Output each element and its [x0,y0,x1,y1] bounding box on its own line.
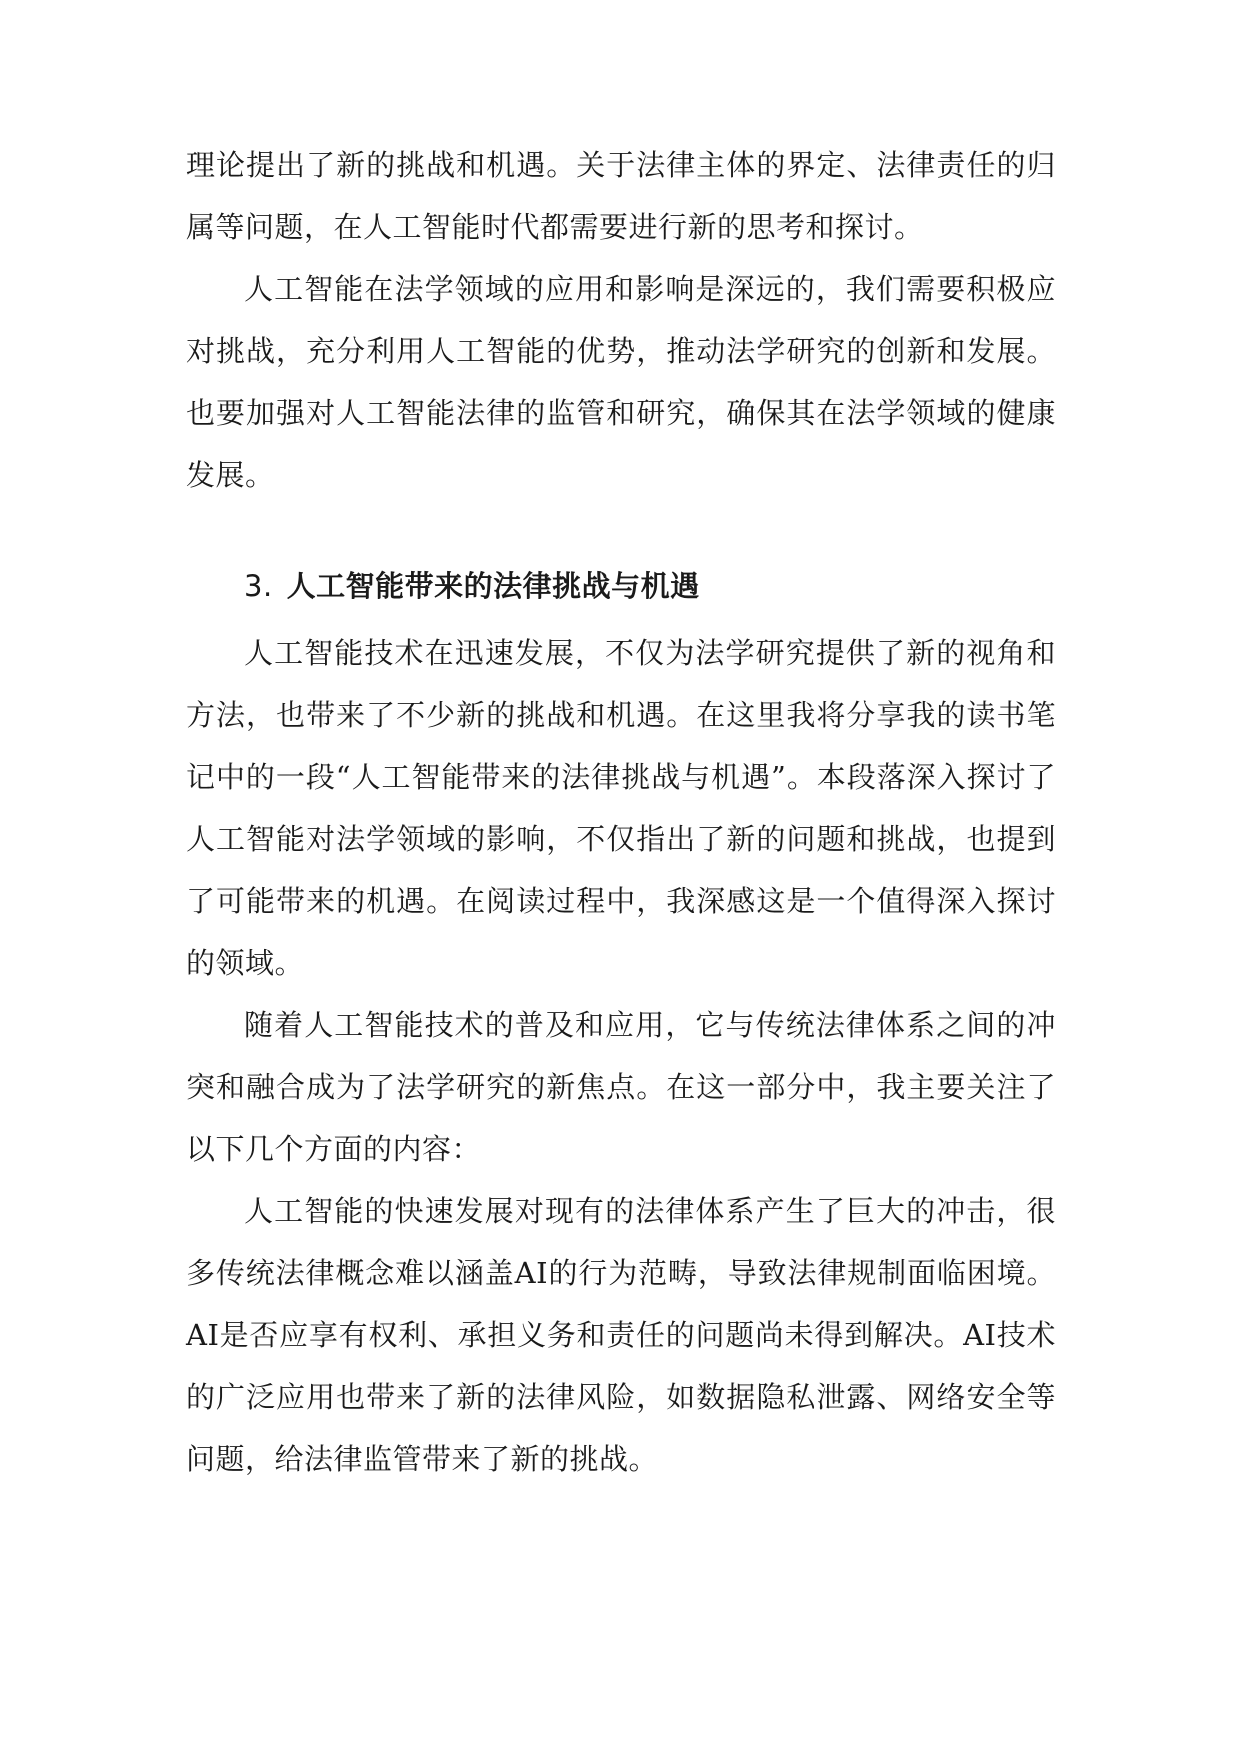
paragraph-impact: 人工智能的快速发展对现有的法律体系产生了巨大的冲击，很多传统法律概念难以涵盖AI的行为范畴，导致法律规制面临困境。AI是否应享有权利、承担义务和责任的问题尚未得到解决。AI技术的广泛应用也带来了新的法律风险，如数据隐私泄露、网络安全等问题，给法律监管带来了新的挑战。 [186,1194,1056,1476]
section-title: 人工智能带来的法律挑战与机遇 [286,569,700,603]
paragraph-continuation: 理论提出了新的挑战和机遇。关于法律主体的界定、法律责任的归属等问题，在人工智能时代都需要进行新的思考和探讨。 [186,148,1056,244]
document-page [186,134,1056,1490]
section-heading [186,558,1056,614]
paragraph-focus: 随着人工智能技术的普及和应用，它与传统法律体系之间的冲突和融合成为了法学研究的新焦点。在这一部分中，我主要关注了以下几个方面的内容： [186,1008,1056,1166]
section-number: 3. [244,569,273,603]
paragraph-intro: 人工智能技术在迅速发展，不仅为法学研究提供了新的视角和方法，也带来了不少新的挑战和机遇。在这里我将分享我的读书笔记中的一段“人工智能带来的法律挑战与机遇”。本段落深入探讨了人工智能对法学领域的影响，不仅指出了新的问题和挑战，也提到了可能带来的机遇。在阅读过程中，我深感这是一个值得深入探讨的领域。 [186,636,1056,980]
paragraph-ai-impact: 人工智能在法学领域的应用和影响是深远的，我们需要积极应对挑战，充分利用人工智能的优势，推动法学研究的创新和发展。也要加强对人工智能法律的监管和研究，确保其在法学领域的健康发展。 [186,272,1056,492]
